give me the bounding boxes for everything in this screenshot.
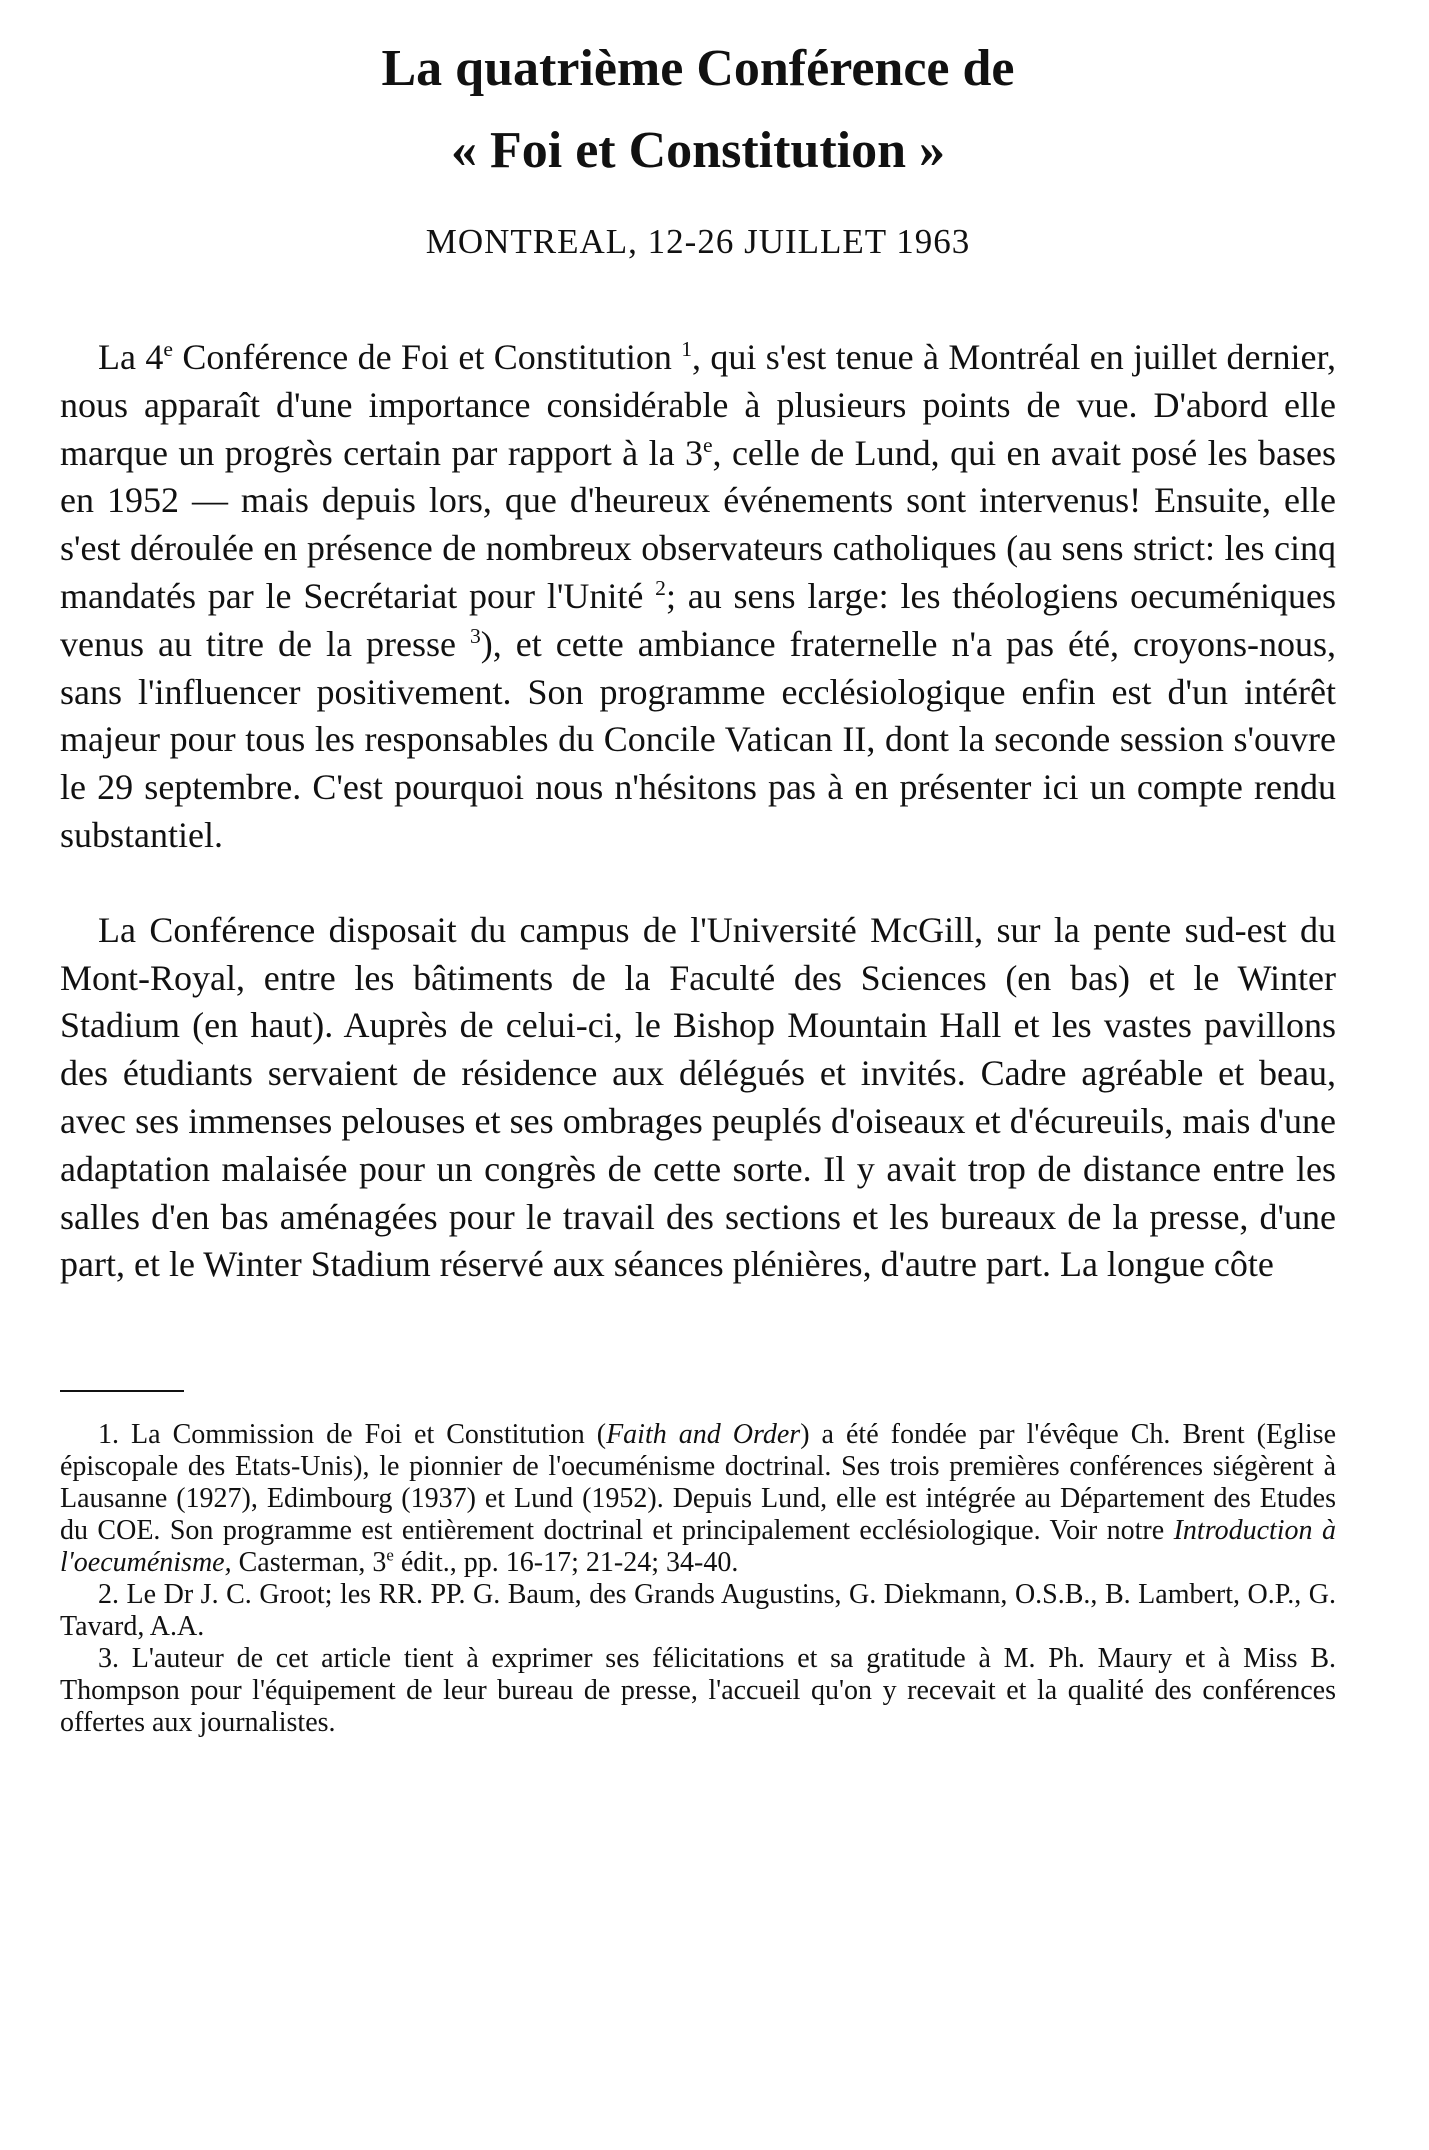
superscript-e: e <box>163 337 173 361</box>
title-line-1: La quatrième Conférence de <box>381 40 1015 97</box>
footnote-1: 1. La Commission de Foi et Constitution (Faith and Order) a été fondée par l'évêque Ch. Brent (Eglise épiscopale des Etats-Unis), le pionnier de l'oecuménisme doctrinal. Ses trois premières conférences siégèrent à Lausanne (1927), Edimbourg (1937) et Lund (1952). Depuis Lund, elle est intégrée au Département des Etudes du COE. Son programme est entièrement doctrinal et principalement ecclésiologique. Voir notre Introduction à l'oecuménisme, Casterman, 3e édit., pp. 16-17; 21-24; 34-40. <box>60 1419 1336 1579</box>
document-page <box>60 28 1336 1739</box>
footnote-ref-1: 1 <box>681 337 693 361</box>
paragraph-1: La 4e Conférence de Foi et Constitution $^1$, qui s'est tenue à Montréal en juillet dernier, nous apparaît d'une importance considérable à plusieurs points de vue. D'abord elle marque un progrès certain par rapport à la 3e, celle de Lund, qui en avait posé les bases en 1952 — mais depuis lors, que d'heureux événements sont intervenus! Ensuite, elle s'est déroulée en présence de nombreux observateurs catholiques (au sens strict: les cinq mandatés par le Secrétariat pour l'Unité $^2$; au sens large: les théologiens oecuméniques venus au titre de la presse $^3$), et cette ambiance fraternelle n'a pas été, croyons-nous, sans l'influencer positivement. Son programme ecclésiologique enfin est d'un intérêt majeur pour tous les responsables du Concile Vatican II, dont la seconde session s'ouvre le 29 septembre. C'est pourquoi nous n'hésitons pas à en présenter ici un compte rendu substantiel. <box>60 337 1336 855</box>
footnote-ref-3: 3 <box>469 623 481 648</box>
footnotes <box>60 1419 1336 1739</box>
article-subtitle: MONTREAL, 12-26 JUILLET 1963 <box>425 222 971 261</box>
footnote-ref-2: 2 <box>655 575 666 600</box>
article-title <box>60 28 1336 192</box>
superscript-e: e <box>702 432 713 457</box>
footnote-separator <box>60 1390 184 1392</box>
title-line-2: « Foi et Constitution » <box>451 122 945 179</box>
footnote-2: 2. Le Dr J. C. Groot; les RR. PP. G. Baum, des Grands Augustins, G. Diekmann, O.S.B., B. Lambert, O.P., G. Tavard, A.A. <box>60 1579 1336 1643</box>
footnote-3: 3. L'auteur de cet article tient à exprimer ses félicitations et sa gratitude à M. Ph. Maury et à Miss B. Thompson pour l'équipement de leur bureau de presse, l'accueil qu'on y recevait et la qualité des conférences offertes aux journalistes. <box>60 1643 1336 1739</box>
paragraph-2: La Conférence disposait du campus de l'Université McGill, sur la pente sud-est du Mont-Royal, entre les bâtiments de la Faculté des Sciences (en bas) et le Winter Stadium (en haut). Auprès de celui-ci, le Bishop Mountain Hall et les vastes pavillons des étudiants servaient de résidence aux délégués et invités. Cadre agréable et beau, avec ses immenses pelouses et ses ombrages peuplés d'oiseaux et d'écureuils, mais d'une adaptation malaisée pour un congrès de cette sorte. Il y avait trop de distance entre les salles d'en bas aménagées pour le travail des sections et les bureaux de la presse, d'une part, et le Winter Stadium réservé aux séances plénières, d'autre part. La longue côte <box>60 909 1336 1285</box>
